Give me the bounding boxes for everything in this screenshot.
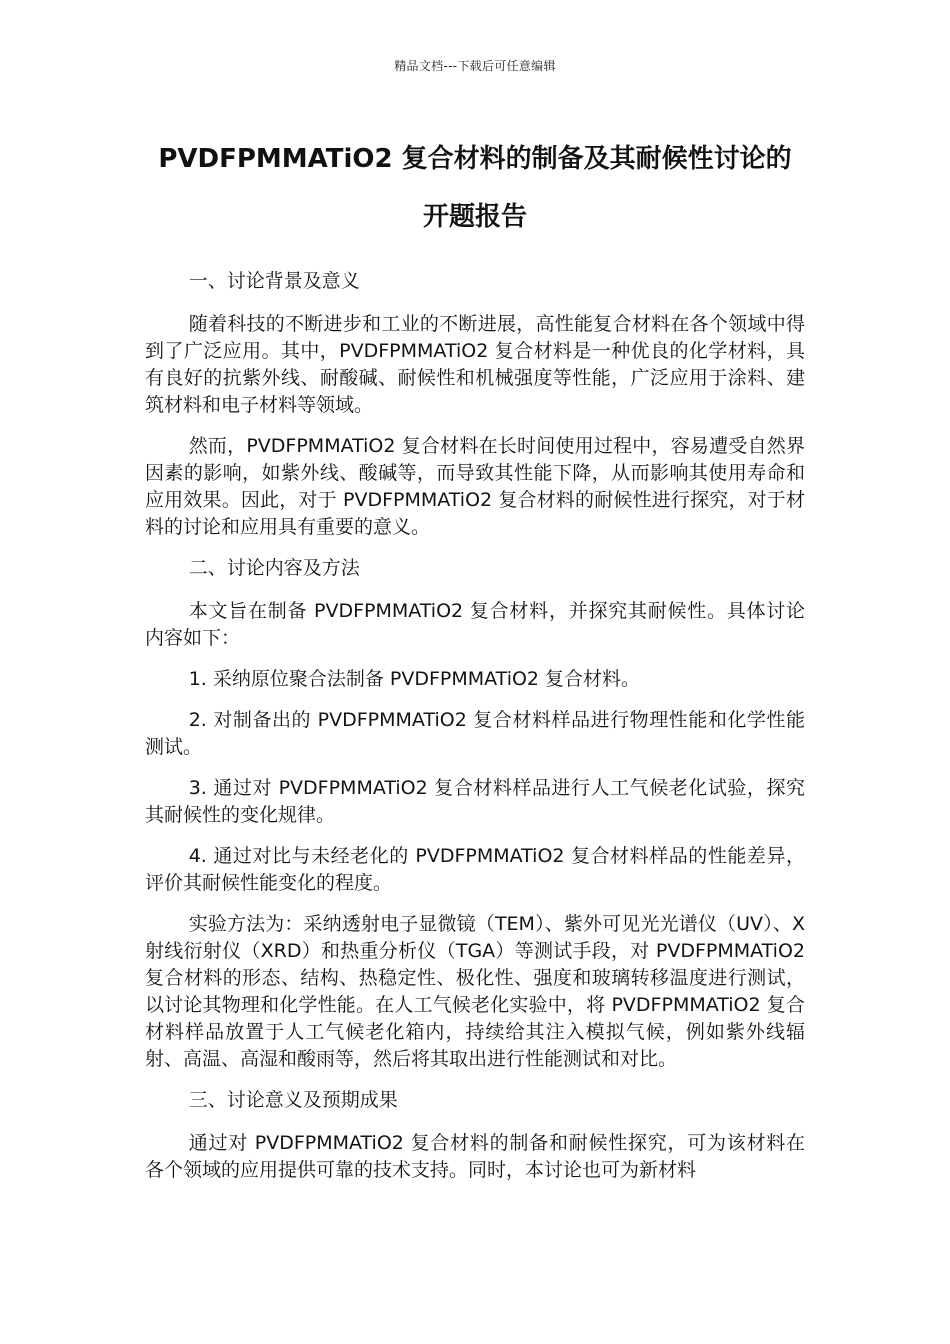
paragraph-significance-1: 通过对 PVDFPMMATiO2 复合材料的制备和耐候性探究，可为该材料在各个领域的应用提供可靠的技术支持。同时，本讨论也可为新材料 — [145, 1132, 805, 1181]
paragraph-background-1: 随着科技的不断进步和工业的不断进展，高性能复合材料在各个领域中得到了广泛应用。其中，PVDFPMMATiO2 复合材料是一种优良的化学材料，具有良好的抗紫外线、耐酸碱、耐候性和机械强度等性能，广泛应用于涂料、建筑材料和电子材料等领域。 — [145, 313, 805, 416]
title-line-2: 开题报告 — [422, 202, 527, 232]
paragraph-experiment-methods: 实验方法为：采纳透射电子显微镜（TEM）、紫外可见光光谱仪（UV）、X 射线衍射仪（XRD）和热重分析仪（TGA）等测试手段，对 PVDFPMMATiO2 复合材料的形态、结构、热稳定性、极化性、强度和玻璃转移温度进行测试，以讨论其物理和化学性能。在人工气候老化实验中，将 PVDFPMMATiO2 复合材料样品放置于人工气候老化箱内，持续给其注入模拟气候，例如紫外线辐射、高温、高湿和酸雨等，然后将其取出进行性能测试和对比。 — [145, 913, 805, 1070]
paragraph-methods-intro: 本文旨在制备 PVDFPMMATiO2 复合材料，并探究其耐候性。具体讨论内容如下： — [145, 600, 805, 649]
section-heading-methods: 二、讨论内容及方法 — [188, 557, 360, 579]
paragraph-background-2: 然而，PVDFPMMATiO2 复合材料在长时间使用过程中，容易遭受自然界因素的影响，如紫外线、酸碱等，而导致其性能下降，从而影响其使用寿命和应用效果。因此，对于 PVDFPMMATiO2 复合材料的耐候性进行探究，对于材料的讨论和应用具有重要的意义。 — [145, 435, 805, 538]
document-body — [145, 268, 805, 1198]
header-note: 精品文档---下载后可任意编辑 — [394, 59, 556, 73]
list-item-4: 4. 通过对比与未经老化的 PVDFPMMATiO2 复合材料样品的性能差异，评价其耐候性能变化的程度。 — [145, 845, 805, 894]
list-item-2: 2. 对制备出的 PVDFPMMATiO2 复合材料样品进行物理性能和化学性能测试。 — [145, 709, 805, 758]
section-heading-background: 一、讨论背景及意义 — [188, 270, 360, 292]
section-heading-significance: 三、讨论意义及预期成果 — [188, 1089, 398, 1111]
title-line-1: PVDFPMMATiO2 复合材料的制备及其耐候性讨论的 — [158, 144, 792, 174]
list-item-1: 1. 采纳原位聚合法制备 PVDFPMMATiO2 复合材料。 — [188, 668, 641, 690]
list-item-3: 3. 通过对 PVDFPMMATiO2 复合材料样品进行人工气候老化试验，探究其耐候性的变化规律。 — [145, 777, 805, 826]
document-title — [140, 130, 810, 246]
